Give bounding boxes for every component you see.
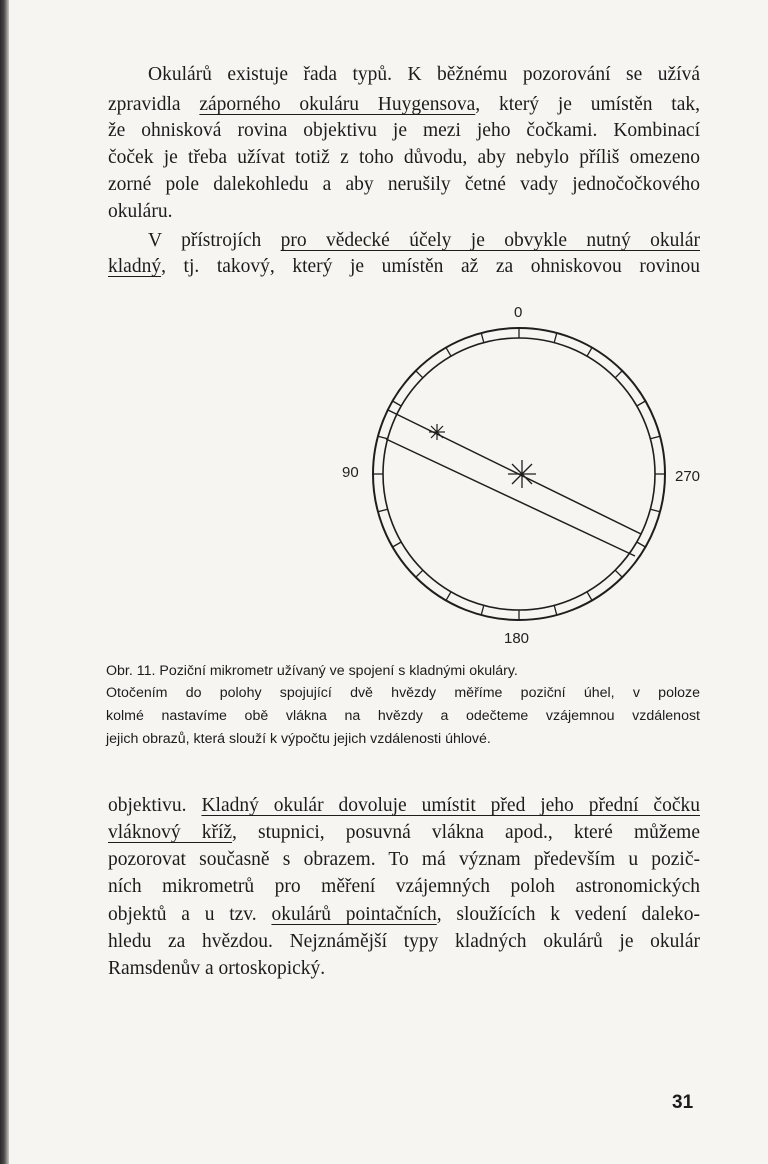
p2-line-1: V přístrojích pro vědecké účely je obvykle nutný okulár — [148, 230, 700, 251]
p3-line-3: pozorovat současně s obrazem. To má význam především u pozič- — [108, 849, 700, 870]
star-large-icon — [508, 460, 536, 488]
underlined-phrase: vláknový kříž — [108, 822, 233, 843]
scale-tick — [650, 509, 660, 512]
underlined-phrase: pro vědecké účely je obvykle nutný okulár — [280, 230, 700, 251]
scale-tick — [637, 542, 646, 547]
scale-tick — [416, 371, 423, 378]
scale-tick — [378, 436, 388, 439]
underlined-phrase: kladný — [108, 256, 162, 277]
scale-tick — [393, 542, 402, 547]
thread-lower — [386, 439, 635, 556]
scale-tick — [554, 605, 557, 615]
scale-tick — [615, 570, 622, 577]
underlined-phrase: okulárů pointačních — [271, 904, 437, 925]
scale-tick — [393, 401, 402, 406]
page-number: 31 — [672, 1092, 694, 1113]
p1-line-4: čoček je třeba užívat totiž z toho důvodu, aby nebylo příliš omezeno — [108, 147, 700, 168]
p2-line-2: kladný, tj. takový, který je umístěn až za ohniskovou rovinou — [108, 256, 700, 277]
p1-line-5: zorné pole dalekohledu a aby nerušily četné vady jednočočkového — [108, 174, 700, 195]
p3-line-7: Ramsdenův a ortoskopický. — [108, 958, 326, 979]
label-270-degrees: 270 — [675, 468, 701, 485]
label-180-degrees: 180 — [504, 630, 530, 647]
p3-line-4: ních mikrometrů pro měření vzájemných poloh astronomických — [108, 876, 700, 897]
p3-line-5: objektů a u tzv. okulárů pointačních, sloužících k vedení daleko- — [108, 904, 700, 925]
scale-tick — [416, 570, 423, 577]
scale-tick — [446, 348, 451, 357]
scale-tick — [554, 333, 557, 343]
scale-tick — [481, 605, 484, 615]
figure-caption-line-1: Obr. 11. Poziční mikrometr užívaný ve spojení s kladnými okuláry. — [106, 663, 518, 679]
underlined-phrase: Kladný okulár dovoluje umístit před jeho přední čočku — [201, 795, 700, 816]
micrometer-drawing — [330, 300, 690, 660]
p1-line-1: Okulárů existuje řada typů. K běžnému pozorování se užívá — [148, 64, 700, 85]
scale-tick — [481, 333, 484, 343]
p3-line-6: hledu za hvězdou. Nejznámější typy kladných okulárů je okulár — [108, 931, 700, 952]
p3-line-2: vláknový kříž, stupnici, posuvná vlákna apod., které můžeme — [108, 822, 700, 843]
scale-tick — [378, 509, 388, 512]
scale-tick — [587, 348, 592, 357]
book-spine-shadow — [0, 0, 9, 1164]
p1-line-2: zpravidla záporného okuláru Huygensova, který je umístěn tak, — [108, 94, 700, 115]
scale-tick — [587, 592, 592, 601]
underlined-phrase: záporného okuláru Huygensova — [199, 94, 476, 115]
p1-line-6: okuláru. — [108, 201, 173, 222]
scale-tick — [650, 436, 660, 439]
scale-tick — [446, 592, 451, 601]
label-0-degrees: 0 — [514, 304, 523, 321]
position-micrometer-diagram — [330, 300, 701, 660]
figure-caption-line-3: kolmé nastavíme obě vlákna na hvězdy a odečteme vzájemnou vzdálenost — [106, 708, 700, 724]
figure-caption-line-4: jejich obrazů, která slouží k výpočtu jejich vzdálenosti úhlové. — [106, 731, 491, 747]
figure-caption-line-2: Otočením do polohy spojující dvě hvězdy měříme poziční úhel, v poloze — [106, 685, 700, 701]
p3-line-1: objektivu. Kladný okulár dovoluje umístit před jeho přední čočku — [108, 795, 700, 816]
scale-tick — [637, 401, 646, 406]
thread-upper — [388, 410, 641, 534]
scale-tick — [615, 371, 622, 378]
label-90-degrees: 90 — [342, 464, 359, 481]
star-small-icon — [429, 424, 445, 440]
p1-line-3: že ohnisková rovina objektivu je mezi jeho čočkami. Kombinací — [108, 120, 700, 141]
